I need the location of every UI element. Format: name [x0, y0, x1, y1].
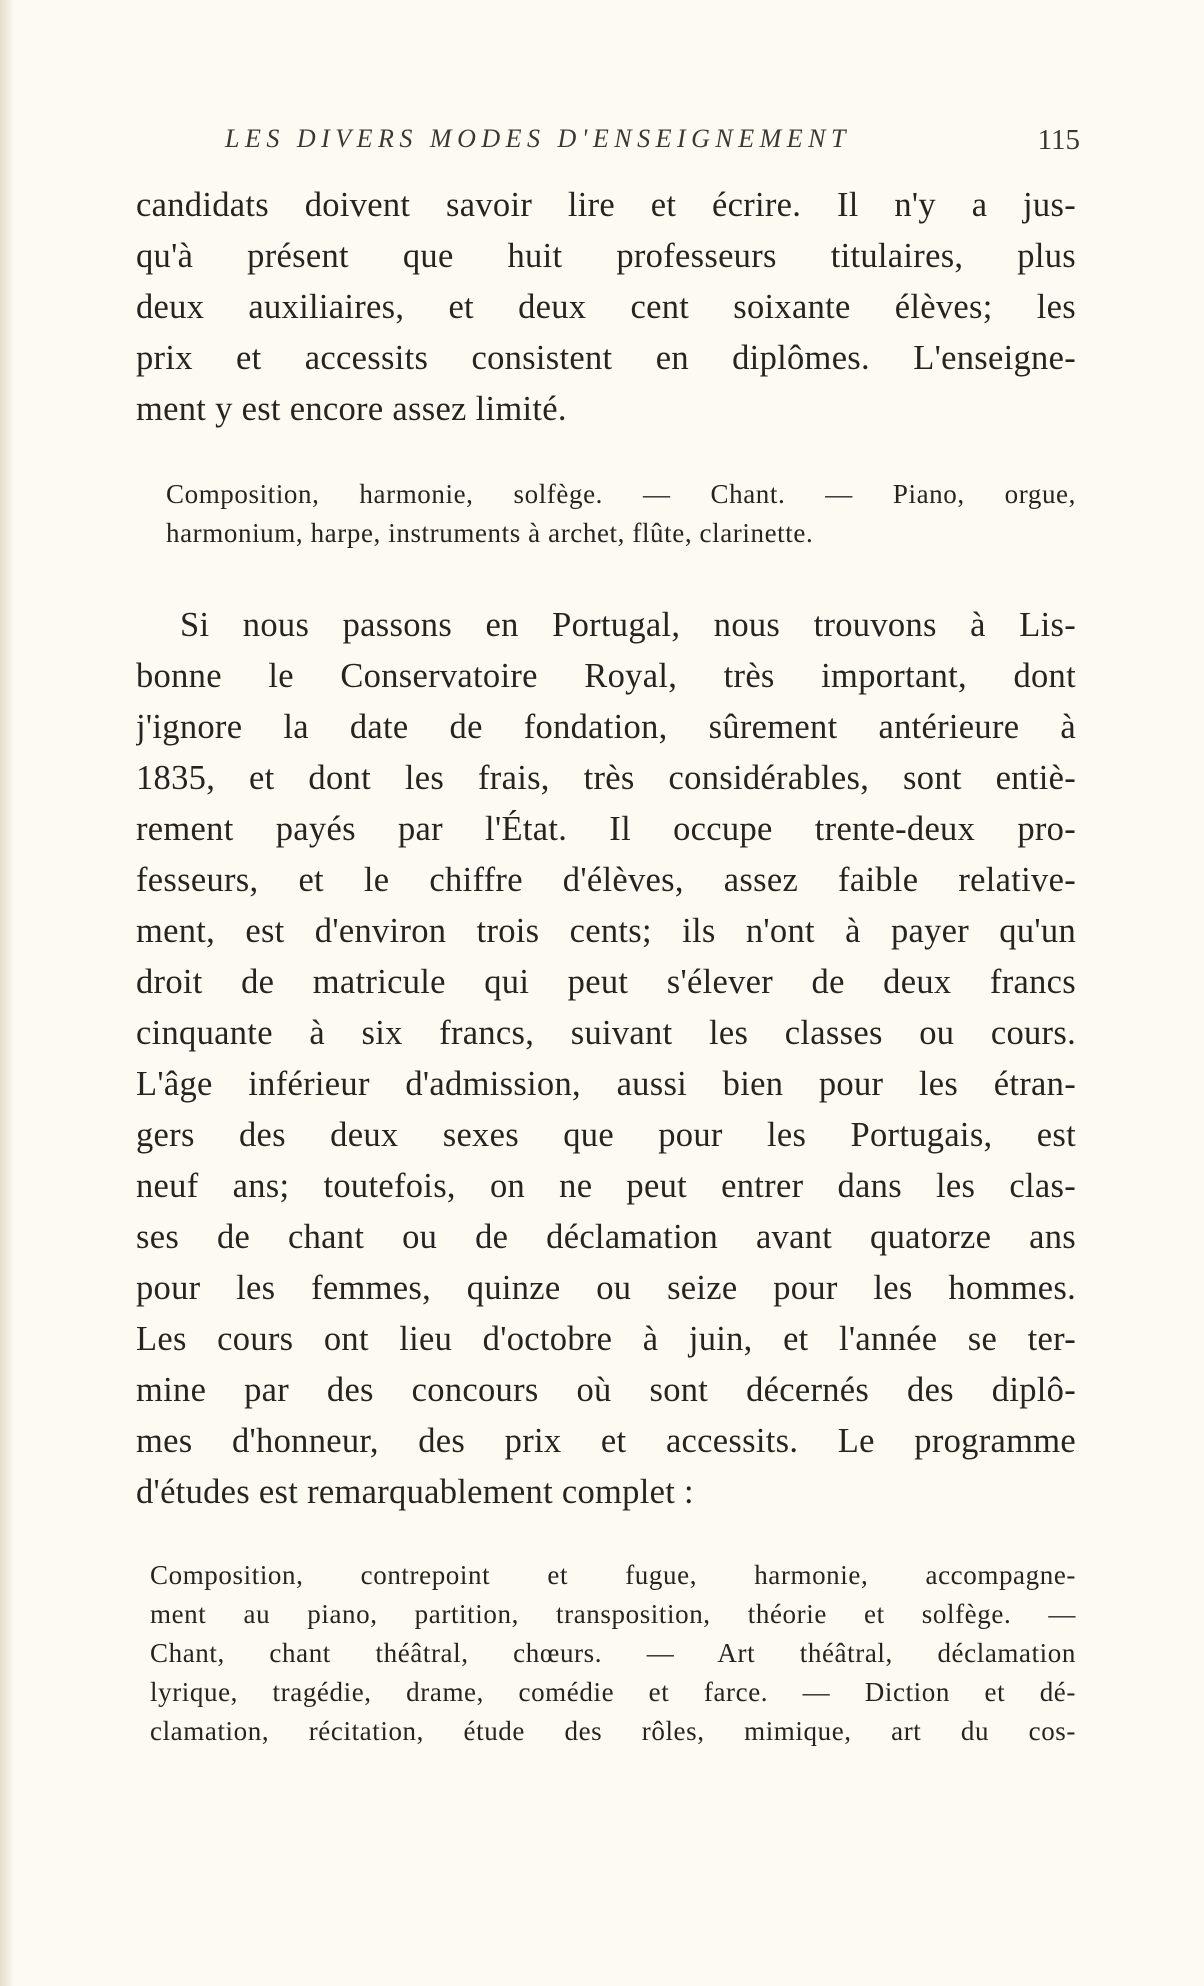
- binding-shadow: [0, 0, 14, 1986]
- text-line: j'ignore la date de fondation, sûrement antérieure à: [136, 708, 1076, 746]
- text-line: d'études est remarquablement complet :: [136, 1473, 694, 1511]
- text-line: Les cours ont lieu d'octobre à juin, et l'année se ter-: [136, 1320, 1076, 1358]
- text-line: droit de matricule qui peut s'élever de deux francs: [136, 963, 1076, 1001]
- subject-list-2: [150, 1556, 1076, 1751]
- text-line: fesseurs, et le chiffre d'élèves, assez faible relative-: [136, 861, 1076, 899]
- text-line: mine par des concours où sont décernés des diplô-: [136, 1371, 1076, 1409]
- text-line: candidats doivent savoir lire et écrire. Il n'y a jus-: [136, 186, 1076, 224]
- page-header: [225, 124, 1080, 164]
- text-line: bonne le Conservatoire Royal, très important, dont: [136, 657, 1076, 695]
- text-line: L'âge inférieur d'admission, aussi bien pour les étran-: [136, 1065, 1076, 1103]
- subject-line: Composition, contrepoint et fugue, harmonie, accompagne-: [150, 1560, 1076, 1590]
- text-line: deux auxiliaires, et deux cent soixante élèves; les: [136, 288, 1076, 326]
- text-line: Si nous passons en Portugal, nous trouvons à Lis-: [180, 606, 1076, 644]
- subject-line: Composition, harmonie, solfège. — Chant. — Piano, orgue,: [166, 479, 1076, 509]
- text-line: ment y est encore assez limité.: [136, 390, 567, 428]
- text-line: rement payés par l'État. Il occupe trente-deux pro-: [136, 810, 1076, 848]
- subject-line: lyrique, tragédie, drame, comédie et farce. — Diction et dé-: [150, 1677, 1076, 1707]
- running-title: LES DIVERS MODES D'ENSEIGNEMENT: [225, 124, 851, 153]
- subject-line: ment au piano, partition, transposition, théorie et solfège. —: [150, 1599, 1076, 1629]
- text-line: cinquante à six francs, suivant les classes ou cours.: [136, 1014, 1076, 1052]
- text-line: ment, est d'environ trois cents; ils n'ont à payer qu'un: [136, 912, 1076, 950]
- text-line: mes d'honneur, des prix et accessits. Le programme: [136, 1422, 1076, 1460]
- subject-list-1: [166, 475, 1076, 553]
- subject-line: harmonium, harpe, instruments à archet, flûte, clarinette.: [166, 518, 814, 548]
- paragraph-1: [136, 180, 1076, 435]
- text-line: neuf ans; toutefois, on ne peut entrer dans les clas-: [136, 1167, 1076, 1205]
- text-line: 1835, et dont les frais, très considérables, sont entiè-: [136, 759, 1076, 797]
- text-line: qu'à présent que huit professeurs titulaires, plus: [136, 237, 1076, 275]
- paragraph-2: [136, 600, 1076, 1518]
- text-line: prix et accessits consistent en diplômes. L'enseigne-: [136, 339, 1076, 377]
- page-number: 115: [1037, 124, 1080, 156]
- text-line: pour les femmes, quinze ou seize pour les hommes.: [136, 1269, 1076, 1307]
- subject-line: clamation, récitation, étude des rôles, mimique, art du cos-: [150, 1716, 1076, 1746]
- subject-line: Chant, chant théâtral, chœurs. — Art théâtral, déclamation: [150, 1638, 1076, 1668]
- text-line: ses de chant ou de déclamation avant quatorze ans: [136, 1218, 1076, 1256]
- text-line: gers des deux sexes que pour les Portugais, est: [136, 1116, 1076, 1154]
